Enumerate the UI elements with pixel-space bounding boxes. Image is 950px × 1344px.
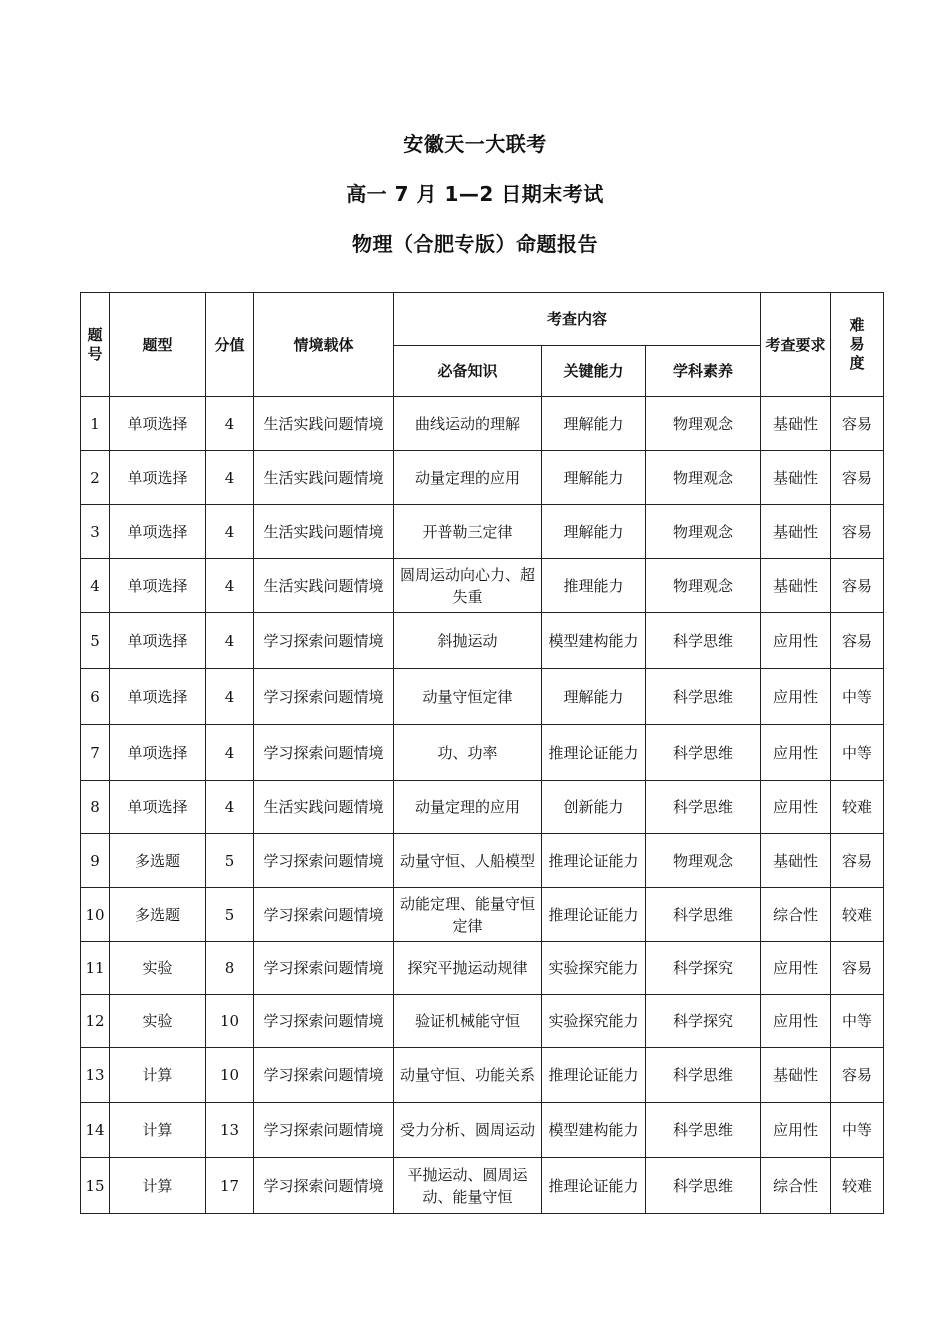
cell-score: 4 [206, 505, 254, 559]
cell-knowledge: 探究平抛运动规律 [394, 942, 542, 995]
cell-context: 学习探索问题情境 [254, 613, 394, 669]
cell-ability: 实验探究能力 [542, 942, 646, 995]
cell-score: 17 [206, 1158, 254, 1214]
cell-ability: 实验探究能力 [542, 995, 646, 1048]
header-context: 情境载体 [254, 293, 394, 397]
table-row [81, 888, 884, 942]
cell-question-number: 13 [81, 1048, 110, 1103]
cell-difficulty: 容易 [831, 942, 884, 995]
cell-context: 学习探索问题情境 [254, 725, 394, 781]
cell-question-number: 15 [81, 1158, 110, 1214]
cell-context: 学习探索问题情境 [254, 1048, 394, 1103]
cell-context: 学习探索问题情境 [254, 669, 394, 725]
cell-literacy: 科学思维 [646, 669, 761, 725]
cell-ability: 推理论证能力 [542, 1158, 646, 1214]
header-difficulty: 难 易 度 [831, 293, 884, 397]
cell-requirement: 应用性 [761, 1103, 831, 1158]
cell-question-number: 2 [81, 451, 110, 505]
cell-requirement: 应用性 [761, 669, 831, 725]
cell-score: 5 [206, 888, 254, 942]
cell-knowledge: 圆周运动向心力、超失重 [394, 559, 542, 613]
table-row [81, 1158, 884, 1214]
cell-difficulty: 容易 [831, 397, 884, 451]
cell-question-number: 9 [81, 834, 110, 888]
cell-score: 4 [206, 559, 254, 613]
cell-context: 学习探索问题情境 [254, 995, 394, 1048]
report-title-line-2: 高一 7 月 1—2 日期末考试 [346, 182, 604, 206]
cell-difficulty: 中等 [831, 725, 884, 781]
cell-literacy: 科学思维 [646, 613, 761, 669]
cell-score: 4 [206, 397, 254, 451]
cell-ability: 推理论证能力 [542, 888, 646, 942]
cell-knowledge: 动量定理的应用 [394, 781, 542, 834]
report-title-line-1: 安徽天一大联考 [403, 132, 547, 156]
cell-context: 学习探索问题情境 [254, 834, 394, 888]
cell-difficulty: 中等 [831, 669, 884, 725]
cell-ability: 推理论证能力 [542, 1048, 646, 1103]
header-requirement: 考查要求 [761, 293, 831, 397]
cell-knowledge: 曲线运动的理解 [394, 397, 542, 451]
cell-question-number: 6 [81, 669, 110, 725]
cell-ability: 理解能力 [542, 669, 646, 725]
cell-knowledge: 开普勒三定律 [394, 505, 542, 559]
cell-score: 4 [206, 781, 254, 834]
cell-difficulty: 容易 [831, 1048, 884, 1103]
cell-score: 10 [206, 995, 254, 1048]
cell-question-type: 单项选择 [110, 781, 206, 834]
cell-context: 学习探索问题情境 [254, 1103, 394, 1158]
cell-literacy: 科学思维 [646, 1048, 761, 1103]
cell-question-number: 8 [81, 781, 110, 834]
cell-requirement: 基础性 [761, 505, 831, 559]
cell-literacy: 物理观念 [646, 559, 761, 613]
table-row [81, 613, 884, 669]
cell-question-type: 多选题 [110, 888, 206, 942]
cell-requirement: 应用性 [761, 942, 831, 995]
cell-context: 学习探索问题情境 [254, 942, 394, 995]
table-row [81, 505, 884, 559]
cell-literacy: 科学探究 [646, 942, 761, 995]
cell-question-type: 计算 [110, 1048, 206, 1103]
cell-question-number: 12 [81, 995, 110, 1048]
cell-requirement: 应用性 [761, 995, 831, 1048]
cell-ability: 推理论证能力 [542, 834, 646, 888]
cell-difficulty: 容易 [831, 505, 884, 559]
cell-knowledge: 动量定理的应用 [394, 451, 542, 505]
cell-knowledge: 平抛运动、圆周运动、能量守恒 [394, 1158, 542, 1214]
table-row [81, 781, 884, 834]
header-score: 分值 [206, 293, 254, 397]
cell-ability: 理解能力 [542, 397, 646, 451]
cell-question-number: 3 [81, 505, 110, 559]
cell-knowledge: 验证机械能守恒 [394, 995, 542, 1048]
cell-difficulty: 容易 [831, 613, 884, 669]
cell-context: 学习探索问题情境 [254, 888, 394, 942]
cell-question-number: 1 [81, 397, 110, 451]
cell-literacy: 物理观念 [646, 505, 761, 559]
cell-score: 4 [206, 725, 254, 781]
cell-difficulty: 容易 [831, 559, 884, 613]
cell-difficulty: 较难 [831, 781, 884, 834]
table-row [81, 397, 884, 451]
cell-literacy: 科学探究 [646, 995, 761, 1048]
cell-question-number: 10 [81, 888, 110, 942]
cell-knowledge: 斜抛运动 [394, 613, 542, 669]
cell-context: 生活实践问题情境 [254, 781, 394, 834]
table-row [81, 942, 884, 995]
cell-difficulty: 较难 [831, 1158, 884, 1214]
cell-score: 13 [206, 1103, 254, 1158]
table-row [81, 1048, 884, 1103]
cell-difficulty: 较难 [831, 888, 884, 942]
table-row [81, 559, 884, 613]
cell-ability: 理解能力 [542, 505, 646, 559]
cell-difficulty: 容易 [831, 451, 884, 505]
cell-literacy: 物理观念 [646, 834, 761, 888]
cell-requirement: 基础性 [761, 1048, 831, 1103]
table-row [81, 669, 884, 725]
header-essential-knowledge: 必备知识 [394, 346, 542, 397]
cell-question-number: 14 [81, 1103, 110, 1158]
cell-score: 4 [206, 613, 254, 669]
cell-requirement: 综合性 [761, 888, 831, 942]
cell-literacy: 物理观念 [646, 451, 761, 505]
cell-score: 5 [206, 834, 254, 888]
header-question-type: 题型 [110, 293, 206, 397]
header-assessment-content: 考查内容 [394, 293, 761, 346]
cell-literacy: 科学思维 [646, 725, 761, 781]
cell-question-type: 单项选择 [110, 725, 206, 781]
cell-knowledge: 功、功率 [394, 725, 542, 781]
cell-difficulty: 容易 [831, 834, 884, 888]
table-row [81, 725, 884, 781]
cell-ability: 创新能力 [542, 781, 646, 834]
cell-ability: 模型建构能力 [542, 1103, 646, 1158]
cell-requirement: 应用性 [761, 781, 831, 834]
report-title-line-3: 物理（合肥专版）命题报告 [352, 232, 598, 256]
cell-difficulty: 中等 [831, 1103, 884, 1158]
table-body [81, 397, 884, 1214]
cell-knowledge: 动量守恒、功能关系 [394, 1048, 542, 1103]
cell-context: 生活实践问题情境 [254, 397, 394, 451]
cell-question-type: 单项选择 [110, 669, 206, 725]
cell-literacy: 科学思维 [646, 1103, 761, 1158]
cell-requirement: 基础性 [761, 451, 831, 505]
cell-knowledge: 动能定理、能量守恒定律 [394, 888, 542, 942]
cell-question-type: 实验 [110, 995, 206, 1048]
cell-requirement: 基础性 [761, 559, 831, 613]
cell-question-type: 多选题 [110, 834, 206, 888]
cell-difficulty: 中等 [831, 995, 884, 1048]
cell-context: 生活实践问题情境 [254, 451, 394, 505]
cell-ability: 模型建构能力 [542, 613, 646, 669]
table-row [81, 1103, 884, 1158]
cell-literacy: 物理观念 [646, 397, 761, 451]
cell-score: 4 [206, 669, 254, 725]
cell-question-type: 计算 [110, 1103, 206, 1158]
cell-question-number: 7 [81, 725, 110, 781]
cell-question-type: 单项选择 [110, 451, 206, 505]
table-row [81, 451, 884, 505]
cell-knowledge: 动量守恒定律 [394, 669, 542, 725]
cell-context: 生活实践问题情境 [254, 505, 394, 559]
cell-question-number: 4 [81, 559, 110, 613]
cell-question-number: 11 [81, 942, 110, 995]
cell-literacy: 科学思维 [646, 888, 761, 942]
cell-requirement: 应用性 [761, 725, 831, 781]
cell-question-type: 单项选择 [110, 505, 206, 559]
cell-question-type: 单项选择 [110, 559, 206, 613]
cell-context: 学习探索问题情境 [254, 1158, 394, 1214]
cell-requirement: 应用性 [761, 613, 831, 669]
cell-knowledge: 动量守恒、人船模型 [394, 834, 542, 888]
header-key-ability: 关键能力 [542, 346, 646, 397]
cell-ability: 推理能力 [542, 559, 646, 613]
cell-context: 生活实践问题情境 [254, 559, 394, 613]
cell-ability: 理解能力 [542, 451, 646, 505]
cell-knowledge: 受力分析、圆周运动 [394, 1103, 542, 1158]
table-row [81, 834, 884, 888]
cell-question-number: 5 [81, 613, 110, 669]
header-question-number: 题 号 [81, 293, 110, 397]
cell-literacy: 科学思维 [646, 781, 761, 834]
header-subject-literacy: 学科素养 [646, 346, 761, 397]
cell-question-type: 单项选择 [110, 397, 206, 451]
cell-requirement: 综合性 [761, 1158, 831, 1214]
cell-ability: 推理论证能力 [542, 725, 646, 781]
table-row [81, 995, 884, 1048]
cell-score: 8 [206, 942, 254, 995]
cell-score: 4 [206, 451, 254, 505]
cell-question-type: 实验 [110, 942, 206, 995]
cell-question-type: 单项选择 [110, 613, 206, 669]
cell-requirement: 基础性 [761, 834, 831, 888]
cell-requirement: 基础性 [761, 397, 831, 451]
cell-literacy: 科学思维 [646, 1158, 761, 1214]
cell-question-type: 计算 [110, 1158, 206, 1214]
cell-score: 10 [206, 1048, 254, 1103]
exam-analysis-table [80, 292, 884, 1214]
